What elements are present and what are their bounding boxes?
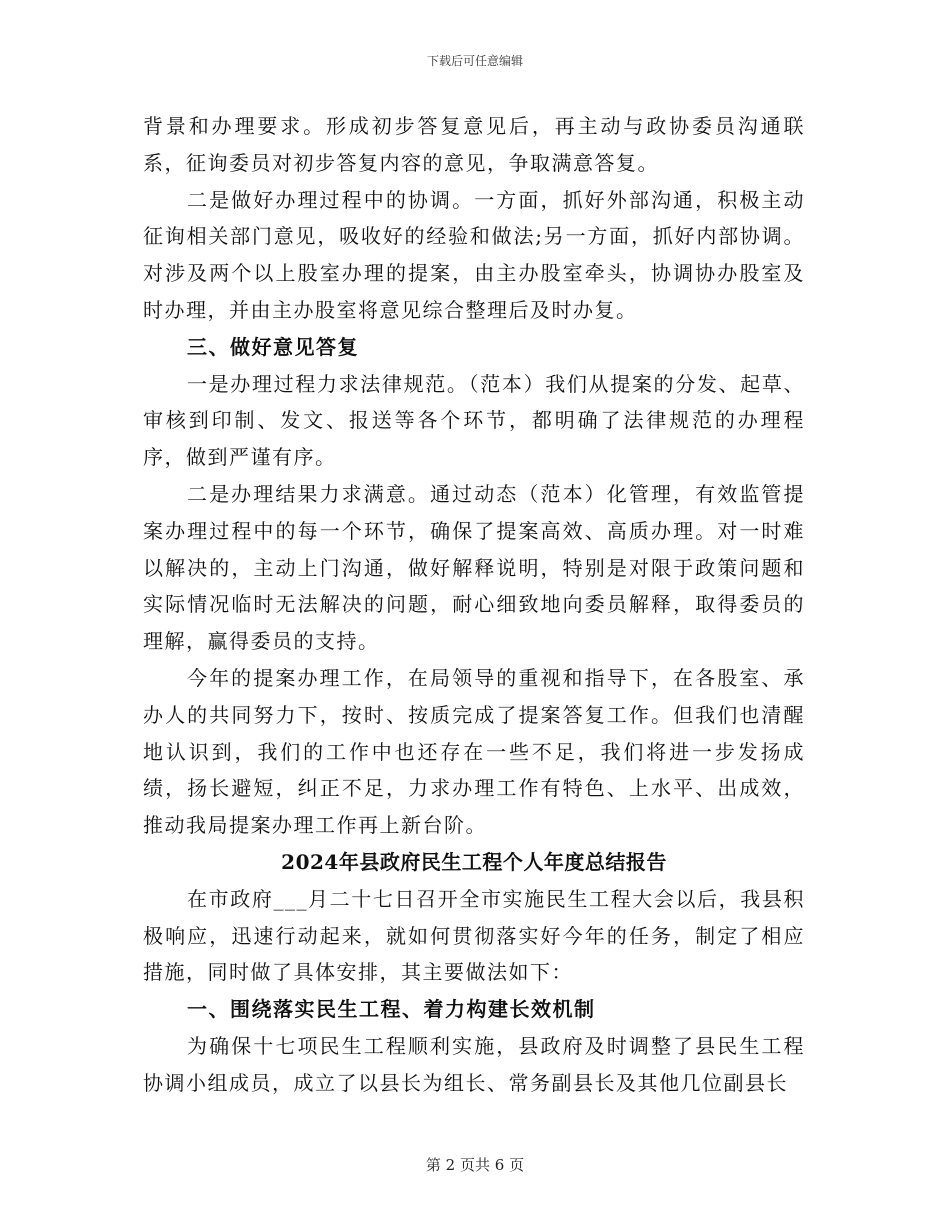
report-title: 2024年县政府民生工程个人年度总结报告 [281,849,667,874]
page-header: 下载后可任意编辑 [426,54,523,68]
paragraph-continuation: 背景和办理要求。形成初步答复意见后，再主动与政协委员沟通联系，征询委员对初步答复内容的意见，争取满意答复。 [143,114,805,175]
page-number: 第 2 页共 6 页 [425,1156,525,1174]
paragraph-coordination-group: 为确保十七项民生工程顺利实施，县政府及时调整了县民生工程协调小组成员，成立了以县长为组长、常务副县长及其他几位副县长 [143,1033,805,1095]
paragraph-legal-standard: 一是办理过程力求法律规范。（范本）我们从提案的分发、起草、审核到印制、发文、报送等各个环节，都明确了法律规范的办理程序，做到严谨有序。 [143,371,805,470]
paragraph-satisfaction: 二是办理结果力求满意。通过动态（范本）化管理，有效监管提案办理过程中的每一个环节，确保了提案高效、高质办理。对一时难以解决的，主动上门沟通，做好解释说明，特别是对限于政策问题和实际情况临时无法解决的问题，耐心细致地向委员解释，取得委员的理解，赢得委员的支持。 [143,481,805,654]
document-body [143,108,805,1102]
section-heading-mechanism: 一、围绕落实民生工程、着力构建长效机制 [187,997,596,1022]
section-heading-reply: 三、做好意见答复 [187,334,359,359]
paragraph-intro: 在市政府___月二十七日召开全市实施民生工程大会以后，我县积极响应，迅速行动起来，就如何贯彻落实好今年的任务，制定了相应措施，同时做了具体安排，其主要做法如下： [143,886,805,985]
paragraph-coordination: 二是做好办理过程中的协调。一方面，抓好外部沟通，积极主动征询相关部门意见，吸收好的经验和做法;另一方面，抓好内部协调。对涉及两个以上股室办理的提案，由主办股室牵头，协调协办股室及时办理，并由主办股室将意见综合整理后及时办复。 [143,187,805,322]
paragraph-conclusion: 今年的提案办理工作，在局领导的重视和指导下，在各股室、承办人的共同努力下，按时、按质完成了提案答复工作。但我们也清醒地认识到，我们的工作中也还存在一些不足，我们将进一步发扬成绩，扬长避短，纠正不足，力求办理工作有特色、上水平、出成效，推动我局提案办理工作再上新台阶。 [143,665,805,838]
